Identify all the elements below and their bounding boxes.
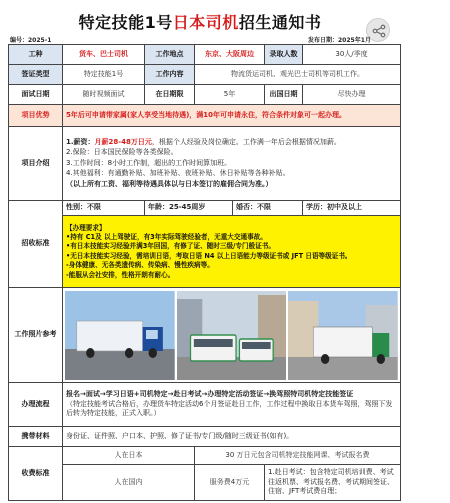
row-photos: [9, 288, 401, 383]
departure-label: 出国日期: [265, 85, 303, 105]
intro-note: （以上所有工资、福利等待遇具体以与日本签订的雇佣合同为准。）: [66, 179, 273, 188]
page-title: [0, 10, 400, 33]
fee-japan-value: 30 万日元包含司机特定技能网课、考试报名费: [195, 447, 401, 465]
term-label: 在日期限: [145, 85, 195, 105]
row-recruit-basic: [9, 201, 401, 216]
recruit-label: 招收标准: [9, 201, 63, 288]
service-detail: 1.赴日考试：包含特定司机培训费、考试往返机票、考试报名费、考试期间签证、住宿、JFT考试费自理；: [265, 465, 401, 501]
requirement-5: -能服从会社安排，性格开朗有耐心。: [66, 270, 175, 279]
salary-amount: 月薪28-48万日元: [94, 137, 152, 146]
row-fee-china: [9, 465, 401, 501]
recruit-gender: 性别：不限: [63, 201, 145, 216]
hires-value: 30人/季度: [303, 45, 401, 65]
process-content: [63, 383, 401, 427]
intro-insurance: 2.保险：日本国民保险等各类保险。: [66, 148, 178, 157]
row-fee-japan: [9, 447, 401, 465]
row-interview: [9, 85, 401, 105]
fee-japan-label: 人在日本: [63, 447, 195, 465]
requirements-title: 【办理要求】: [66, 223, 106, 232]
intro-content: [63, 127, 401, 201]
intro-hours: 3.工作时间：8小时工作制，超出的工作时间算加班。: [66, 158, 232, 167]
process-detail: （特定技能考试合格后，办理货车特定活动6个月签证赴日工作，工作过程中换取日本货车驾照，驾照下发后转为特定技能，正式入职。）: [66, 399, 393, 418]
truck-photo[interactable]: [65, 291, 175, 380]
requirements-box: [63, 216, 401, 288]
visa-label: 签证类型: [9, 65, 63, 85]
title-highlight: 日本司机: [172, 13, 239, 32]
photo-cell: [63, 288, 401, 383]
city-bus-photo[interactable]: [177, 291, 287, 380]
term-value: 5年: [195, 85, 265, 105]
interview-value: 随时视频面试: [63, 85, 145, 105]
title-prefix: 特定技能1号: [78, 13, 173, 32]
requirement-2: •有日本技能实习经验并满3年回国，有修了证、随时三级/专门般证书。: [66, 242, 276, 251]
title-suffix: 招生通知书: [238, 13, 322, 32]
document-number: 编号：2025-1: [10, 37, 52, 44]
location-value: 东京、大阪周边: [195, 45, 265, 65]
advantage-text: 5年后可申请带家属(家人享受当地待遇)，满10年可申请永住，符合条件对象可一起办理。: [63, 105, 401, 127]
job-value: 货车、巴士司机: [63, 45, 145, 65]
share-icon: [372, 24, 386, 38]
materials-label: 携带材料: [9, 427, 63, 447]
photos-label: 工作照片参考: [9, 288, 63, 383]
interview-label: 面试日期: [9, 85, 63, 105]
advantage-label: 项目优势: [9, 105, 63, 127]
fee-china-label: 人在国内: [63, 465, 195, 501]
location-label: 工作地点: [145, 45, 195, 65]
recruit-marital: 婚否：不限: [233, 201, 303, 216]
recruitment-form-table: [8, 44, 401, 501]
job-label: 工种: [9, 45, 63, 65]
departure-value: 尽快办理: [303, 85, 401, 105]
recruit-age: 年龄：25-45周岁: [145, 201, 233, 216]
row-advantage: [9, 105, 401, 127]
row-recruit-requirements: [9, 216, 401, 288]
row-job: [9, 45, 401, 65]
requirement-4: -身体健康、无各类遗传病、传染病、慢性疾病等。: [66, 261, 214, 270]
recruit-education: 学历：初中及以上: [303, 201, 401, 216]
hires-label: 录取人数: [265, 45, 303, 65]
row-materials: [9, 427, 401, 447]
truck-street-photo[interactable]: [288, 291, 398, 380]
release-date: 发布日期：2025年1月: [308, 37, 371, 44]
intro-benefits: 4.其他福利：有通勤补贴、加班补贴、夜班补贴、休日补贴等各种补贴。: [66, 169, 290, 178]
salary-prefix: 1.薪资：: [66, 137, 95, 146]
requirement-3: •无日本技能实习经验，需培训日语，考取日语 N4 以上日语能力等级证书或 JFT 日语等级证书。: [66, 251, 352, 260]
service-fee: 服务费4万元: [195, 465, 265, 501]
photo-strip: [65, 291, 398, 380]
row-intro: [9, 127, 401, 201]
visa-value: 特定技能1号: [63, 65, 145, 85]
process-label: 办理流程: [9, 383, 63, 427]
row-visa: [9, 65, 401, 85]
content-label: 工作内容: [145, 65, 195, 85]
salary-suffix: ，根据个人经验及岗位确定。工作满一年后会根据情况加薪。: [151, 137, 341, 146]
row-process: [9, 383, 401, 427]
intro-label: 项目介绍: [9, 127, 63, 201]
process-flow: 报名→面试→学习日语+司机特定→赴日考试→办理特定活动签证→换驾照特司机特定技能签证: [66, 390, 354, 399]
materials-text: 身份证、证件照、户口本、护照、修了证书/专门级/随时三级证书(如有)。: [63, 427, 401, 447]
intro-salary: [66, 138, 397, 147]
requirement-1: •持有 C1及 以上驾驶证，有3年实际驾驶经验者，无重大交通事故。: [66, 232, 267, 241]
content-value: 物流货运司机、观光巴士司机等司机工作。: [195, 65, 401, 85]
fees-label: 收费标准: [9, 447, 63, 501]
